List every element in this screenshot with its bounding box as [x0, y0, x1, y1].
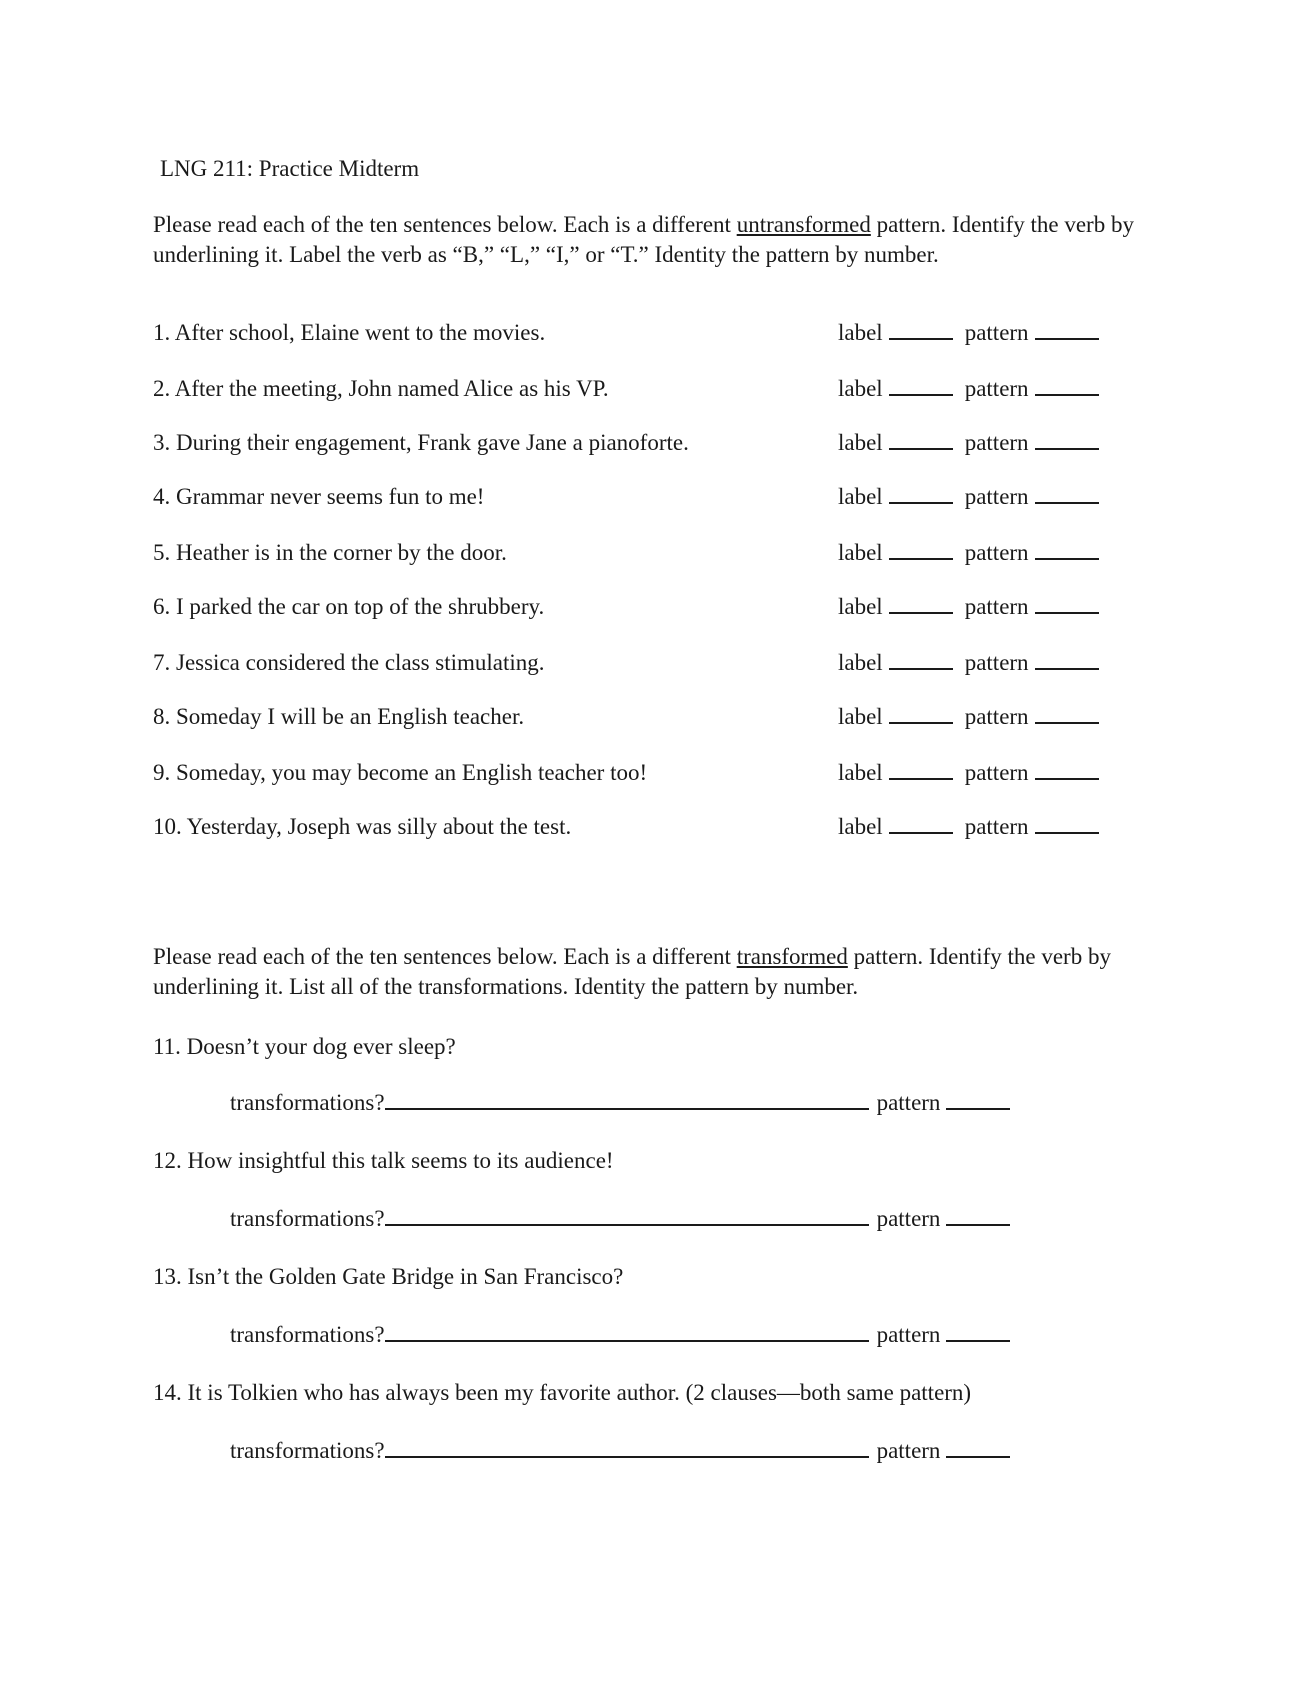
pattern-blank[interactable] [1035, 702, 1099, 724]
label-blank[interactable] [889, 812, 953, 834]
part1-instructions-a: Please read each of the ten sentences below. Each is a different [153, 212, 737, 237]
question-sentence: 2. After the meeting, John named Alice as his VP. [153, 376, 609, 401]
pattern-blank[interactable] [1035, 428, 1099, 450]
transformations-text: transformations? [230, 1206, 385, 1231]
label-text: label [838, 484, 883, 509]
label-blank[interactable] [889, 482, 953, 504]
pattern-blank[interactable] [1035, 318, 1099, 340]
label-text: label [838, 594, 883, 619]
question-sentence: 10. Yesterday, Joseph was silly about the test. [153, 814, 572, 839]
answer-fields [838, 648, 1099, 678]
transformations-answer-line [230, 1320, 1010, 1350]
pattern-blank[interactable] [946, 1436, 1010, 1458]
transformations-answer-line [230, 1088, 1010, 1118]
pattern-text: pattern [876, 1322, 941, 1347]
question-row [153, 592, 1123, 622]
label-blank[interactable] [889, 592, 953, 614]
pattern-text: pattern [964, 540, 1029, 565]
label-blank[interactable] [889, 702, 953, 724]
label-blank[interactable] [889, 318, 953, 340]
pattern-text: pattern [964, 484, 1029, 509]
question-row [153, 482, 1123, 512]
transformations-text: transformations? [230, 1322, 385, 1347]
transformations-blank[interactable] [385, 1436, 869, 1458]
label-blank[interactable] [889, 758, 953, 780]
transformed-question: 13. Isn’t the Golden Gate Bridge in San Francisco? [153, 1264, 624, 1289]
question-sentence: 3. During their engagement, Frank gave Jane a pianoforte. [153, 430, 689, 455]
pattern-blank[interactable] [946, 1204, 1010, 1226]
part1-instructions [153, 210, 1153, 270]
pattern-text: pattern [876, 1438, 941, 1463]
answer-fields [838, 374, 1099, 404]
question-sentence: 6. I parked the car on top of the shrubbery. [153, 594, 545, 619]
label-blank[interactable] [889, 648, 953, 670]
answer-fields [838, 482, 1099, 512]
pattern-text: pattern [964, 760, 1029, 785]
part2-instructions-b: pattern. Identify the verb by underlining it. List all of the transformations. Identity the pattern by number. [153, 944, 1111, 999]
pattern-text: pattern [876, 1206, 941, 1231]
pattern-blank[interactable] [1035, 482, 1099, 504]
label-text: label [838, 760, 883, 785]
transformations-blank[interactable] [385, 1320, 869, 1342]
answer-fields [838, 538, 1099, 568]
pattern-text: pattern [964, 814, 1029, 839]
question-row [153, 812, 1123, 842]
label-text: label [838, 430, 883, 455]
label-text: label [838, 704, 883, 729]
answer-fields [838, 758, 1099, 788]
label-text: label [838, 320, 883, 345]
answer-fields [838, 702, 1099, 732]
label-text: label [838, 540, 883, 565]
part1-instructions-underlined: untransformed [736, 212, 871, 237]
question-sentence: 1. After school, Elaine went to the movies. [153, 320, 546, 345]
question-row [153, 538, 1123, 568]
question-row [153, 374, 1123, 404]
label-blank[interactable] [889, 428, 953, 450]
pattern-text: pattern [964, 430, 1029, 455]
pattern-blank[interactable] [1035, 812, 1099, 834]
pattern-text: pattern [964, 320, 1029, 345]
question-sentence: 4. Grammar never seems fun to me! [153, 484, 485, 509]
transformations-blank[interactable] [385, 1088, 869, 1110]
answer-fields [838, 428, 1099, 458]
answer-fields [838, 812, 1099, 842]
pattern-blank[interactable] [1035, 538, 1099, 560]
page-title: LNG 211: Practice Midterm [160, 156, 420, 181]
label-blank[interactable] [889, 374, 953, 396]
transformed-question: 14. It is Tolkien who has always been my favorite author. (2 clauses—both same pattern) [153, 1380, 972, 1405]
pattern-text: pattern [964, 376, 1029, 401]
transformed-question: 12. How insightful this talk seems to its audience! [153, 1148, 614, 1173]
label-text: label [838, 376, 883, 401]
answer-fields [838, 592, 1099, 622]
transformations-text: transformations? [230, 1438, 385, 1463]
label-blank[interactable] [889, 538, 953, 560]
pattern-text: pattern [876, 1090, 941, 1115]
pattern-text: pattern [964, 594, 1029, 619]
transformations-text: transformations? [230, 1090, 385, 1115]
question-sentence: 8. Someday I will be an English teacher. [153, 704, 525, 729]
part2-instructions [153, 942, 1153, 1002]
question-row [153, 318, 1123, 348]
transformations-blank[interactable] [385, 1204, 869, 1226]
pattern-text: pattern [964, 650, 1029, 675]
question-row [153, 428, 1123, 458]
pattern-text: pattern [964, 704, 1029, 729]
pattern-blank[interactable] [946, 1088, 1010, 1110]
question-row [153, 648, 1123, 678]
pattern-blank[interactable] [1035, 758, 1099, 780]
transformed-question: 11. Doesn’t your dog ever sleep? [153, 1034, 456, 1059]
question-row [153, 702, 1123, 732]
question-sentence: 5. Heather is in the corner by the door. [153, 540, 507, 565]
pattern-blank[interactable] [946, 1320, 1010, 1342]
part1-instructions-b: pattern. Identify the verb by underlining it. Label the verb as “B,” “L,” “I,” or “T.” Identity the pattern by number. [153, 212, 1134, 267]
part2-instructions-underlined: transformed [736, 944, 848, 969]
question-sentence: 7. Jessica considered the class stimulating. [153, 650, 545, 675]
transformations-answer-line [230, 1204, 1010, 1234]
question-row [153, 758, 1123, 788]
pattern-blank[interactable] [1035, 374, 1099, 396]
label-text: label [838, 650, 883, 675]
question-sentence: 9. Someday, you may become an English teacher too! [153, 760, 648, 785]
answer-fields [838, 318, 1099, 348]
pattern-blank[interactable] [1035, 592, 1099, 614]
label-text: label [838, 814, 883, 839]
pattern-blank[interactable] [1035, 648, 1099, 670]
transformations-answer-line [230, 1436, 1010, 1466]
part2-instructions-a: Please read each of the ten sentences below. Each is a different [153, 944, 737, 969]
